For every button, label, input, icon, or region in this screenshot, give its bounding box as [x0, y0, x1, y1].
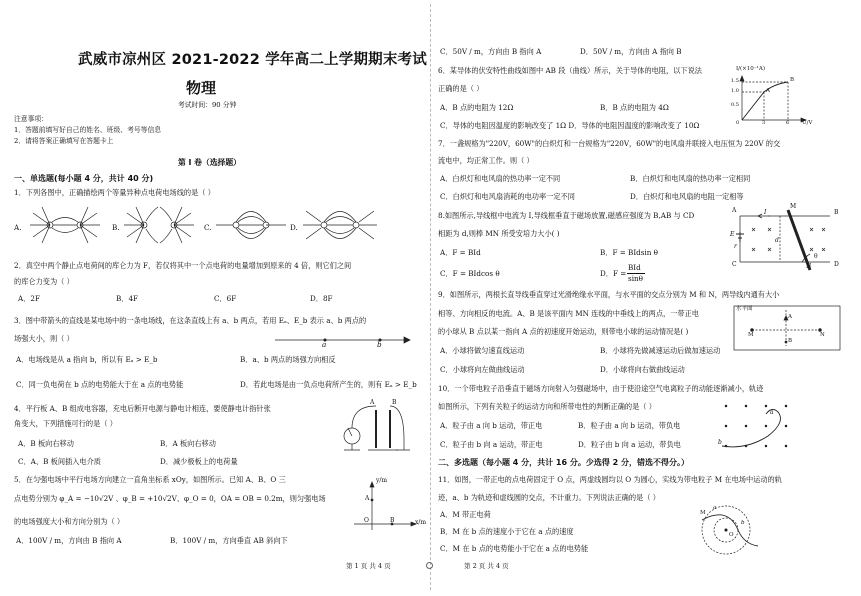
q5-option-d: D．50V / m，方向由 A 指向 B — [580, 47, 682, 56]
subject-title: 物理 — [186, 79, 217, 97]
q6-line-2: 正确的是（ ） — [438, 84, 484, 93]
q8-label-d-distance: d — [775, 237, 779, 244]
q11-option-b: B．M 在 b 点的速度小于它在 a 点的速度 — [440, 527, 574, 536]
notes-header: 注意事项： — [14, 115, 48, 123]
q3-option-d: D．若此电场是由一负点电荷所产生的，则有 Eₐ > E_b — [240, 380, 417, 389]
q6-tick-x-6: 6 — [786, 120, 790, 126]
q10-line-2: 如图所示，下列有关粒子的运动方向和所带电性的判断正确的是（ ） — [438, 402, 656, 411]
q8-wire-frame-figure — [730, 208, 840, 272]
q8-option-a: A．F = BId — [440, 248, 481, 257]
exam-title: 武威市凉州区 2021-2022 学年高二上学期期末考试 — [78, 52, 427, 68]
q10-trajectory-figure — [716, 398, 806, 456]
q2-option-d: D．8F — [310, 294, 333, 303]
q7-option-b: B．白炽灯和电风扇的热功率一定相同 — [630, 174, 751, 183]
q5-line-3: 的电场强度大小和方向分别为（ ） — [14, 517, 125, 526]
q1-label-c: C. — [204, 223, 212, 232]
q1-figure-c — [214, 205, 288, 245]
q9-line-1: 9．如图所示，两根长直导线垂直穿过光滑绝缘水平面，与水平面的交点分别为 M 和 N，两导线内通有大小 — [438, 290, 780, 299]
q8-label-i: I — [764, 209, 767, 216]
q1-stem: 1．下列各图中，正确描绘两个等量异种点电荷电场线的是（ ） — [14, 188, 215, 197]
q9-fig-a: A — [788, 314, 792, 320]
q6-point-b: B — [790, 77, 795, 83]
q1-figure-d — [300, 205, 380, 245]
q10-option-c: C．粒子由 b 向 a 运动，带正电 — [440, 440, 543, 449]
note-2: 2．请将答案正确填写在答题卡上 — [14, 137, 114, 145]
q9-fig-title: 水平面 — [736, 306, 753, 312]
q6-point-a: A — [766, 88, 770, 94]
q6-graph-y-label: I/(×10⁻¹A) — [736, 66, 766, 72]
q10-option-b: B．粒子由 a 向 b 运动，带负电 — [578, 421, 681, 430]
q11-option-c: C．M 在 b 点的电势能小于它在 a 点的电势能 — [440, 544, 589, 553]
q7-line-1: 7．一盏规格为"220V，60W"的白炽灯和一台规格为"220V，60W"的电风扇并联接入电压恒为 220V 的交 — [438, 139, 781, 148]
exam-time: 考试时间：90 分钟 — [178, 101, 237, 109]
q6-option-b: B．B 点的电阻为 4Ω — [600, 103, 669, 112]
exam-page-1 — [0, 0, 430, 596]
q9-line-3: 的小球从 B 点以某一指向 A 点的初速度开始运动，则带电小球的运动情况是( ) — [438, 327, 689, 336]
q11-fig-o: O — [729, 532, 734, 538]
q10-option-a: A．粒子由 a 向 b 运动，带正电 — [440, 421, 543, 430]
q6-tick-x-0: 0 — [736, 120, 740, 126]
q6-tick-x-3: 3 — [762, 120, 766, 126]
q3-option-c: C．同一负电荷在 b 点的电势能大于在 a 点的电势能 — [16, 380, 184, 389]
q1-figure-b — [122, 205, 196, 245]
q11-fig-b: b — [741, 520, 745, 526]
q4-plate-a: A — [370, 399, 375, 406]
binding-hole-icon — [426, 562, 433, 569]
q4-option-c: C．A、B 板间插入电介质 — [18, 457, 101, 466]
q7-option-c: C．白炽灯和电风扇消耗的电功率一定不同 — [440, 192, 575, 201]
q11-orbit-figure — [698, 500, 762, 556]
q10-line-1: 10．一个带电粒子沿垂直于磁场方向射入匀强磁场中，由于使沿途空气电离粒子的动能逐渐减小，轨迹 — [438, 384, 764, 393]
q9-option-b: B．小球将先做减速运动后做加速运动 — [600, 346, 721, 355]
q9-line-2: 相等、方向相反的电流。A、B 是该平面内 MN 连线的中垂线上的两点，一带正电 — [438, 309, 699, 318]
q9-option-d: D．小球将向右做曲线运动 — [600, 365, 685, 374]
q6-graph-x-label: U/V — [802, 120, 813, 126]
q10-fig-b: b — [718, 439, 722, 446]
q2-option-a: A．2F — [18, 294, 40, 303]
q3-option-b: B．a、b 两点的场强方向相反 — [240, 355, 336, 364]
q7-option-a: A．白炽灯和电风扇的热功率一定不同 — [440, 174, 561, 183]
page-1-footer: 第 1 页 共 4 页 — [346, 562, 391, 570]
q4-option-d: D．减少极板上的电荷量 — [160, 457, 238, 466]
q5-option-b: B．100V / m，方向垂直 AB 斜向下 — [170, 536, 288, 545]
section-2-heading: 二、多选题（每小题 4 分，共计 16 分。少选得 2 分，错选不得分。） — [438, 458, 689, 467]
q11-fig-m: M — [700, 510, 706, 516]
q5-axis-y-label: y/m — [376, 477, 388, 484]
q8-label-theta: θ — [814, 253, 818, 260]
q8-option-c: C．F = BIdcos θ — [440, 269, 500, 278]
q8-label-d: D — [834, 261, 839, 268]
q3-line-1: 3．图中带箭头的直线是某电场中的一条电场线，在这条直线上有 a、b 两点，若用 Eₐ、E_b 表示 a、b 两点的 — [14, 316, 367, 325]
page-2-footer: 第 2 页 共 4 页 — [464, 562, 509, 570]
q4-line-2: 角变大，下列措施可行的是（ ） — [14, 419, 117, 428]
q6-option-cd: C．导体的电阻因温度的影响改变了 1Ω D．导体的电阻因温度的影响改变了 10Ω — [440, 121, 700, 130]
volume-1-heading: 第 I 卷（选择题） — [178, 158, 241, 167]
q4-option-a: A．B 板向右移动 — [18, 439, 74, 448]
q3-line-2: 场强大小，则（ ） — [14, 334, 74, 343]
q1-figure-a — [28, 205, 102, 245]
q9-fig-b: B — [788, 338, 793, 344]
q5-line-2: 点电势分别为 φ_A = −10√2V 、φ_B = +10√2V、φ_O = 0，OA = OB = 0.2m，则匀强电场 — [14, 494, 326, 503]
q3-point-a: a — [322, 340, 327, 349]
q5-point-b: B — [390, 517, 395, 524]
q8-option-d-prefix: D．F = — [600, 269, 627, 278]
q10-option-d: D．粒子由 b 向 a 运动，带负电 — [578, 440, 681, 449]
q5-line-1: 5．在匀强电场中平行电场方向建立一直角坐标系 xOy，如图所示。已知 A、B、O 三 — [14, 475, 286, 484]
q9-fig-m: M — [748, 332, 754, 338]
q2-line-2: 的库仑力变为（ ） — [14, 277, 74, 286]
q8-option-b: B．F = BIdsin θ — [600, 248, 658, 257]
q2-option-c: C．6F — [214, 294, 237, 303]
q2-line-1: 2．真空中两个静止点电荷间的库仑力为 F，若仅将其中一个点电荷的电量增加到原来的 4 倍，则它们之间 — [14, 261, 352, 270]
q11-line-2: 迹，a、b 为轨迹和虚线圆的交点，不计重力。下列说法正确的是（ ） — [438, 493, 660, 502]
q8-label-r: r — [734, 243, 737, 250]
q4-line-1: 4．平行板 A、B 组成电容器，充电后断开电源与静电计相连，要使静电计指针张 — [14, 404, 271, 413]
q6-tick-y-2: 1.0 — [731, 88, 739, 94]
q1-label-b: B. — [112, 223, 120, 232]
q9-fig-n: N — [820, 332, 825, 338]
q1-label-d: D. — [290, 223, 298, 232]
q8-label-a: A — [732, 207, 737, 214]
q8-label-c: C — [732, 261, 737, 268]
q8-line-1: 8.如图所示,导线框中电流为 I,导线框垂直于磁场放置,磁感应强度为 B,AB 与 CD — [438, 211, 695, 220]
q9-option-a: A．小球将做匀速直线运动 — [440, 346, 525, 355]
q4-capacitor-figure — [338, 400, 410, 456]
q3-point-b: b — [377, 340, 382, 349]
q8-label-b: B — [834, 209, 839, 216]
q2-option-b: B．4F — [116, 294, 139, 303]
q5-axes-figure — [352, 478, 422, 534]
note-1: 1．答题前填写好自己的姓名、班级、考号等信息 — [14, 126, 162, 134]
q5-point-a: A — [365, 495, 370, 502]
q8-option-d-denominator: sinθ — [628, 274, 643, 283]
q5-option-c: C．50V / m，方向由 B 指向 A — [440, 47, 542, 56]
q11-option-a: A．M 带正电荷 — [440, 510, 491, 519]
q8-label-e: E — [730, 231, 735, 238]
q11-line-1: 11．如图，一带正电的点电荷固定于 O 点，两虚线圆均以 O 为圆心，实线为带电粒子 M 在电场中运动的轨 — [438, 475, 782, 484]
q5-point-o: O — [364, 517, 369, 524]
q4-plate-b: B — [392, 399, 397, 406]
q6-tick-y-3: 0.5 — [731, 102, 739, 108]
q7-option-d: D．白炽灯和电风扇的电阻一定相等 — [630, 192, 744, 201]
q3-option-a: A．电场线是从 a 指向 b，所以有 Eₐ > E_b — [16, 355, 158, 364]
q6-line-1: 6．某导体的伏安特性曲线如图中 AB 段（曲线）所示，关于导体的电阻，以下说法 — [438, 66, 702, 75]
q6-option-a: A．B 点的电阻为 12Ω — [440, 103, 514, 112]
q4-option-b: B．A 板向右移动 — [160, 439, 216, 448]
q8-label-n: N — [806, 263, 812, 270]
q6-tick-y-1: 1.5 — [731, 78, 739, 84]
q1-label-a: A. — [14, 223, 22, 232]
q8-label-m: M — [790, 203, 797, 210]
q5-option-a: A．100V / m，方向由 B 指向 A — [16, 536, 122, 545]
q8-option-d-numerator: BId — [628, 263, 641, 272]
q7-line-2: 流电中，均正常工作。则（ ） — [438, 156, 534, 165]
section-1-heading: 一、单选题(每小题 4 分，共计 40 分) — [14, 174, 154, 183]
exam-page-2 — [430, 0, 860, 596]
q10-fig-a: a — [770, 409, 774, 416]
q8-line-2: 相距为 d,则棒 MN 所受安培力大小( ) — [438, 229, 560, 238]
q3-field-line-figure — [270, 332, 420, 352]
q11-fig-a: a — [713, 505, 717, 511]
q5-axis-x-label: x/m — [415, 519, 427, 526]
q9-option-c: C．小球将向左做曲线运动 — [440, 365, 525, 374]
